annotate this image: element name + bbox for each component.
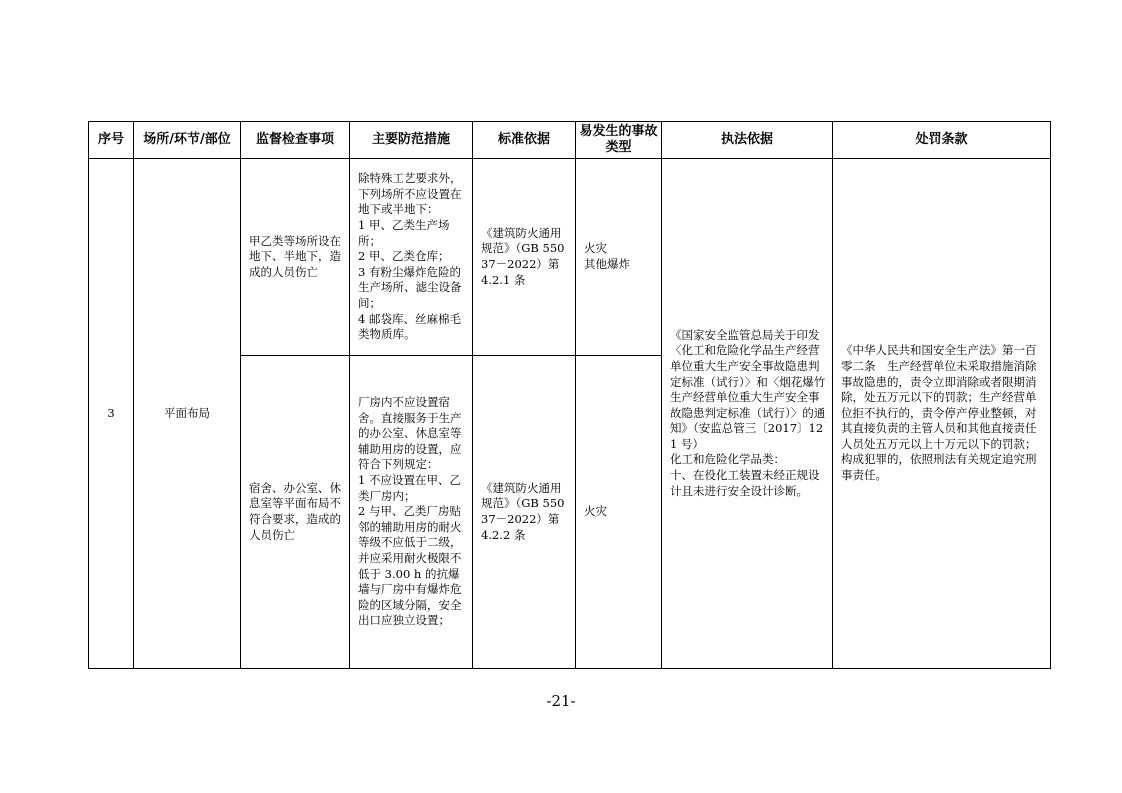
table-row (89, 159, 1051, 356)
measures-cell (350, 159, 473, 356)
standard-basis: 《建筑防火通用规范》（GB 55037－2022）第 4.2.1 条 (481, 225, 565, 287)
header-accident-type: 易发生的事故类型 (576, 122, 662, 159)
regulation-table (88, 121, 1051, 669)
location-cell (134, 159, 241, 669)
standard-cell (473, 159, 576, 356)
page-number: -21- (546, 692, 576, 710)
inspection-cell (241, 159, 350, 356)
inspection-cell (241, 356, 350, 669)
inspection-item: 甲乙类等场所设在地下、半地下，造成的人员伤亡 (249, 233, 341, 279)
row-number-cell (89, 159, 134, 669)
legal-basis: 《国家安全监管总局关于印发〈化工和危险化学品生产经营单位重大生产安全事故隐患判定标准（试行）〉和〈烟花爆竹生产经营单位重大生产安全事故隐患判定标准（试行）〉的通知》（安监总管三〔2017〕121 号） 化工和危险化学品类： 十、在役化工装置未经正规设计且未进行安全设计诊断。 (670, 327, 826, 498)
accident-type-cell (576, 159, 662, 356)
accident-types: 火灾 其他爆炸 (584, 241, 630, 271)
header-penalty: 处罚条款 (833, 122, 1051, 159)
header-index: 序号 (89, 122, 134, 159)
inspection-item: 宿舍、办公室、休息室等平面布局不符合要求，造成的人员伤亡 (249, 480, 341, 542)
penalty-clause: 《中华人民共和国安全生产法》第一百零二条 生产经营单位未采取措施消除事故隐患的，责令立即消除或者限期消除，处五万元以下的罚款；生产经营单位拒不执行的，责令停产停业整顿，对其直接负责的主管人员和其他直接责任人员处五万元以上十万元以下的罚款；构成犯罪的，依照刑法有关规定追究刑事责任。 (841, 343, 1037, 483)
header-measures: 主要防范措施 (350, 122, 473, 159)
header-standard: 标准依据 (473, 122, 576, 159)
standard-cell (473, 356, 576, 669)
standard-basis: 《建筑防火通用规范》（GB 55037－2022）第 4.2.2 条 (481, 480, 565, 542)
penalty-cell (833, 159, 1051, 669)
header-row (89, 122, 1051, 159)
prevention-measures: 除特殊工艺要求外，下列场所不应设置在地下或半地下： 1 甲、乙类生产场所； 2 甲、乙类仓库； 3 有粉尘爆炸危险的生产场所、滤尘设备间； 4 邮袋库、丝麻棉毛类物质库。 (358, 171, 462, 342)
prevention-measures: 厂房内不应设置宿舍。直接服务于生产的办公室、休息室等辅助用房的设置，应符合下列规定： 1 不应设置在甲、乙类厂房内； 2 与甲、乙类厂房贴邻的辅助用房的耐火等级不应低于二级，并应采用耐火极限不低于 3.00 h 的抗爆墙与厂房中有爆炸危险的区域分隔，安全出口应独立设置； (358, 395, 462, 628)
measures-cell (350, 356, 473, 669)
accident-types: 火灾 (584, 504, 607, 519)
header-inspection: 监督检查事项 (241, 122, 350, 159)
location: 平面布局 (164, 405, 210, 420)
accident-type-cell (576, 356, 662, 669)
header-legal-basis: 执法依据 (662, 122, 833, 159)
legal-basis-cell (662, 159, 833, 669)
header-location: 场所/环节/部位 (134, 122, 241, 159)
row-number: 3 (107, 405, 115, 420)
